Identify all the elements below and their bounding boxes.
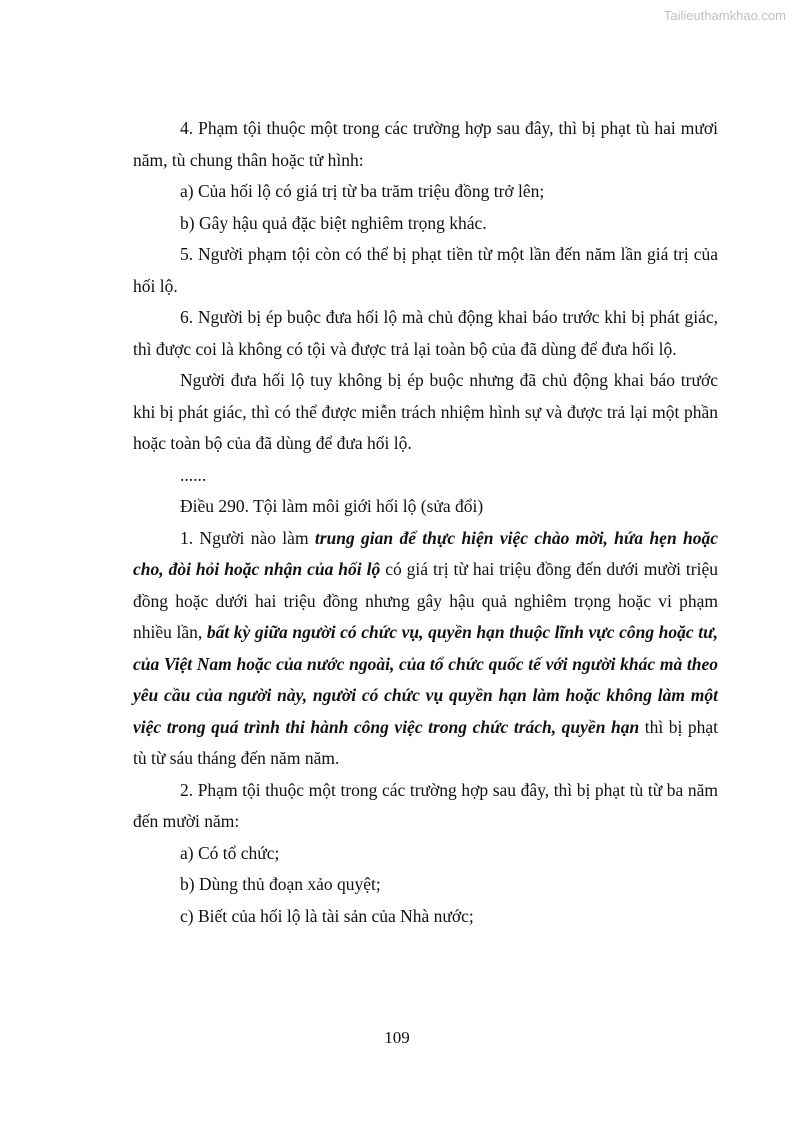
paragraph: 6. Người bị ép buộc đưa hối lộ mà chủ động khai báo trước khi bị phát giác, thì được coi là không có tội và được trả lại toàn bộ của đã dùng để đưa hối lộ.	[133, 307, 718, 359]
paragraph: a) Của hối lộ có giá trị từ ba trăm triệu đồng trở lên;	[180, 181, 545, 201]
watermark: Tailieuthamkhao.com	[663, 8, 786, 23]
article-heading: Điều 290. Tội làm môi giới hối lộ (sửa đổi)	[180, 496, 484, 516]
clause-1-text-b: có giá trị từ hai triệu đồng đến dưới mười triệu đồng hoặc dưới hai triệu đồng nhưng gây hậu quả nghiêm trọng hoặc vi phạm nhiều lần,	[133, 559, 718, 642]
clause-1-text-a: 1. Người nào làm	[180, 527, 315, 548]
clause-1-emphasis-b: bất kỳ giữa người có chức vụ, quyền hạn thuộc lĩnh vực công hoặc tư, của Việt Nam hoặc của nước ngoài, của tổ chức quốc tế với người khác mà theo yêu cầu của người này, người có chức vụ quyền hạn làm hoặc không làm một việc trong quá trình thi hành công việc trong chức trách, quyền hạn	[133, 622, 718, 737]
document-body	[133, 113, 718, 932]
paragraph: c) Biết của hối lộ là tài sản của Nhà nước;	[180, 905, 474, 926]
page-number: 109	[384, 1028, 410, 1047]
clause-1-emphasis-a: trung gian để thực hiện việc chào mời, hứa hẹn hoặc cho, đòi hỏi hoặc nhận của hối lộ	[133, 527, 718, 579]
clause-1-text-c: thì bị phạt tù từ sáu tháng đến năm năm.	[133, 716, 718, 768]
clause-1	[133, 523, 718, 775]
paragraph: a) Có tổ chức;	[180, 842, 280, 863]
paragraph: 2. Phạm tội thuộc một trong các trường hợp sau đây, thì bị phạt tù từ ba năm đến mười năm:	[133, 779, 718, 831]
paragraph: 4. Phạm tội thuộc một trong các trường hợp sau đây, thì bị phạt tù hai mươi năm, tù chung thân hoặc tử hình:	[133, 118, 718, 170]
paragraph: Người đưa hối lộ tuy không bị ép buộc nhưng đã chủ động khai báo trước khi bị phát giác, thì có thể được miễn trách nhiệm hình sự và được trả lại một phần hoặc toàn bộ của đã dùng để đưa hối lộ.	[133, 370, 718, 453]
paragraph: b) Gây hậu quả đặc biệt nghiêm trọng khác.	[180, 212, 487, 233]
paragraph: b) Dùng thủ đoạn xảo quyệt;	[180, 874, 381, 894]
paragraph: 5. Người phạm tội còn có thể bị phạt tiền từ một lần đến năm lần giá trị của hối lộ.	[133, 244, 718, 296]
ellipsis: ......	[180, 464, 207, 485]
